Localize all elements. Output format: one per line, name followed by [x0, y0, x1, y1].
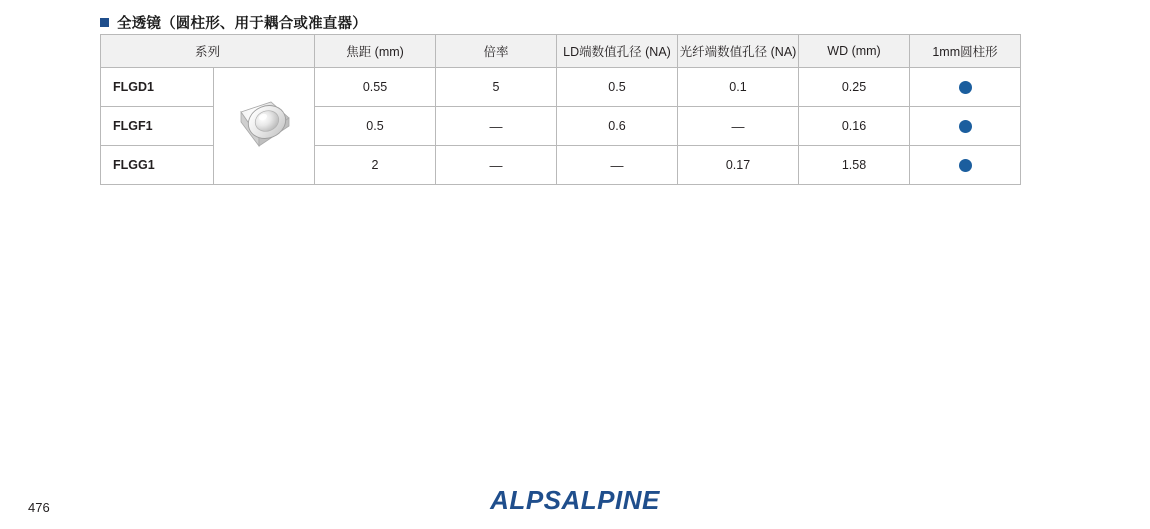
brand-logo: [0, 486, 1150, 521]
cell-wd: 0.25: [799, 68, 910, 107]
table-row: [101, 68, 1021, 107]
cell-shape: [910, 68, 1021, 107]
column-header-series: 系列: [101, 35, 315, 68]
cell-fiber-na: —: [678, 107, 799, 146]
cell-magnification: —: [436, 146, 557, 185]
column-header-wd: WD (mm): [799, 35, 910, 68]
heading-title: 全透镜（圆柱形、用于耦合或准直器）: [117, 16, 367, 32]
spec-table-container: [100, 34, 1021, 185]
cell-shape: [910, 146, 1021, 185]
svg-text:ALPSALPINE: ALPSALPINE: [490, 486, 660, 515]
product-image-cell: [214, 68, 315, 185]
cell-ld-na: 0.6: [557, 107, 678, 146]
cell-series: FLGG1: [101, 146, 214, 185]
cell-wd: 1.58: [799, 146, 910, 185]
cylindrical-lens-icon: [227, 94, 301, 158]
shape-dot-icon: [959, 81, 972, 94]
cell-magnification: —: [436, 107, 557, 146]
cell-fiber-na: 0.1: [678, 68, 799, 107]
table-body: [101, 68, 1021, 185]
column-header-shape: 1mm圆柱形: [910, 35, 1021, 68]
table-header: [101, 35, 1021, 68]
column-header-fiber-na: 光纤端数值孔径 (NA): [678, 35, 799, 68]
cell-wd: 0.16: [799, 107, 910, 146]
section-heading: [100, 12, 367, 33]
spec-table: [100, 34, 1021, 185]
column-header-focal-length: 焦距 (mm): [315, 35, 436, 68]
table-header-row: [101, 35, 1021, 68]
cell-focal-length: 0.5: [315, 107, 436, 146]
cell-magnification: 5: [436, 68, 557, 107]
page-number: 476: [28, 500, 50, 515]
cell-ld-na: —: [557, 146, 678, 185]
cell-shape: [910, 107, 1021, 146]
cell-series: FLGF1: [101, 107, 214, 146]
shape-dot-icon: [959, 159, 972, 172]
cell-series: FLGD1: [101, 68, 214, 107]
shape-dot-icon: [959, 120, 972, 133]
column-header-ld-na: LD端数值孔径 (NA): [557, 35, 678, 68]
cell-fiber-na: 0.17: [678, 146, 799, 185]
cell-focal-length: 0.55: [315, 68, 436, 107]
cell-ld-na: 0.5: [557, 68, 678, 107]
cell-focal-length: 2: [315, 146, 436, 185]
heading-marker-icon: [100, 18, 109, 27]
column-header-magnification: 倍率: [436, 35, 557, 68]
